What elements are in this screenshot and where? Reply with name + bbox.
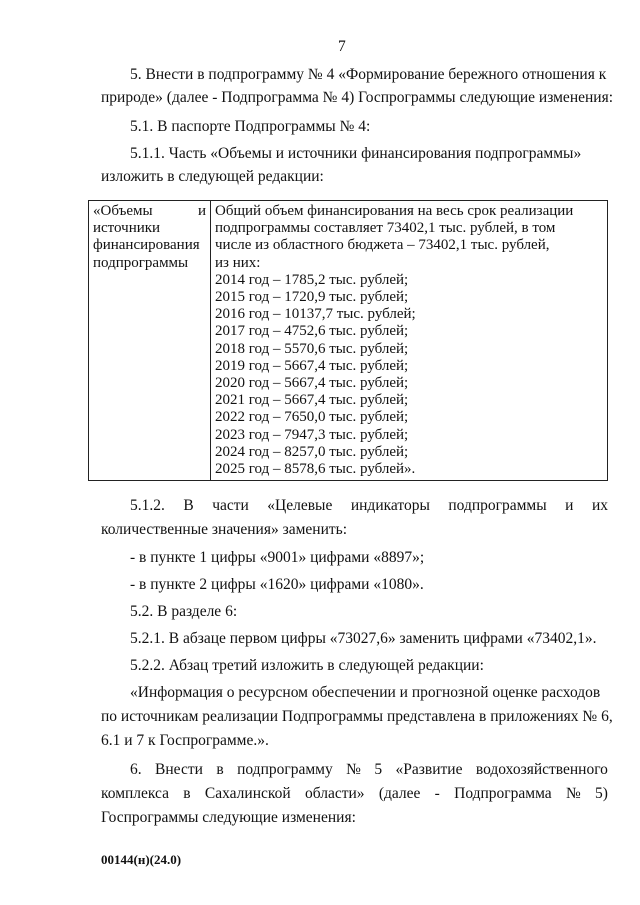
financing-label-line: источники [93,220,161,237]
paragraph-6-line-3: Госпрограммы следующие изменения: [101,809,356,826]
paragraph-5-1-1-line-2: изложить в следующей редакции: [101,168,324,185]
financing-intro-line: Общий объем финансирования на весь срок реализации [215,203,574,219]
paragraph-5-1-2-line-1 [130,497,608,515]
list-item-2: - в пункте 2 цифры «1620» цифрами «1080». [130,576,424,593]
financing-year-line: 2014 год – 1785,2 тыс. рублей; [215,271,409,288]
word: Подпрограмма [454,785,552,802]
word: водохозяйственного [475,761,608,778]
word: в [183,785,191,802]
financing-intro-line: из них: [215,254,261,271]
word: 5) [595,785,608,802]
financing-label-line: финансирования [93,237,200,254]
word: Внести [155,761,203,778]
quote-line-2: по источникам реализации Подпрограммы представлена в приложениях № 6, [101,708,613,725]
paragraph-5-2-1: 5.2.1. В абзаце первом цифры «73027,6» заменить цифрами «73402,1». [130,630,597,647]
word: и [565,497,574,514]
financing-table [88,200,608,481]
list-item-1: - в пункте 1 цифры «9001» цифрами «8897»; [130,549,425,566]
word: части [212,497,249,514]
paragraph-5-line-1: 5. Внести в подпрограмму № 4 «Формирование бережного отношения к [130,66,607,83]
word: комплекса [101,785,170,802]
paragraph-6-line-1 [130,761,608,779]
financing-label-line: подпрограммы [93,254,189,271]
word: 5 [374,761,383,778]
page-number: 7 [338,38,346,55]
word: - [434,785,440,802]
paragraph-5-2: 5.2. В разделе 6: [130,603,238,620]
paragraph-5-1: 5.1. В паспорте Подпрограммы № 4: [130,118,371,135]
word: № [565,785,581,802]
financing-year-line: 2016 год – 10137,7 тыс. рублей; [215,306,416,323]
word: «Целевые [267,497,333,514]
financing-year-line: 2024 год – 8257,0 тыс. рублей; [215,443,409,460]
paragraph-5-2-2: 5.2.2. Абзац третий изложить в следующей редакции: [130,657,484,674]
financing-label-word: и [197,203,206,219]
word: индикаторы [350,497,430,514]
word: области» [304,785,365,802]
financing-year-line: 2020 год – 5667,4 тыс. рублей; [215,375,409,392]
paragraph-5-1-2-line-2: количественные значения» заменить: [101,521,348,538]
financing-label-cell [89,201,211,481]
quote-line-1: «Информация о ресурсном обеспечении и прогнозной оценке расходов [130,684,601,701]
financing-year-line: 2017 год – 4752,6 тыс. рублей; [215,323,409,340]
word: (далее [378,785,421,802]
word: 5.1.2. [130,497,165,514]
financing-year-line: 2015 год – 1720,9 тыс. рублей; [215,289,409,306]
document-code: 00144(н)(24.0) [101,852,182,867]
paragraph-5-1-1-line-1: 5.1.1. Часть «Объемы и источники финансирования подпрограммы» [130,145,582,162]
word: подпрограммы [448,497,547,514]
financing-label-word: «Объемы [93,203,153,219]
financing-year-line: 2019 год – 5667,4 тыс. рублей; [215,357,409,374]
quote-line-3: 6.1 и 7 к Госпрограмме.». [101,732,269,749]
word: 6. [130,761,142,778]
word: подпрограмму [237,761,333,778]
word: В [183,497,194,514]
word: их [591,497,608,514]
paragraph-5-line-2: природе» (далее - Подпрограмма № 4) Госпрограммы следующие изменения: [101,89,614,106]
financing-year-line: 2018 год – 5570,6 тыс. рублей; [215,340,409,357]
financing-year-line: 2021 год – 5667,4 тыс. рублей; [215,392,409,409]
financing-year-line: 2022 год – 7650,0 тыс. рублей; [215,409,409,426]
word: в [216,761,224,778]
financing-value-cell [211,201,608,481]
financing-year-line: 2025 год – 8578,6 тыс. рублей». [215,461,416,478]
paragraph-6-line-2 [101,785,608,803]
financing-year-line: 2023 год – 7947,3 тыс. рублей; [215,426,409,443]
word: № [346,761,361,778]
financing-intro-line: числе из областного бюджета – 73402,1 тыс. рублей, [215,237,550,254]
financing-intro-line: подпрограммы составляет 73402,1 тыс. рублей, в том [215,220,556,237]
word: «Развитие [395,761,463,778]
word: Сахалинской [204,785,291,802]
